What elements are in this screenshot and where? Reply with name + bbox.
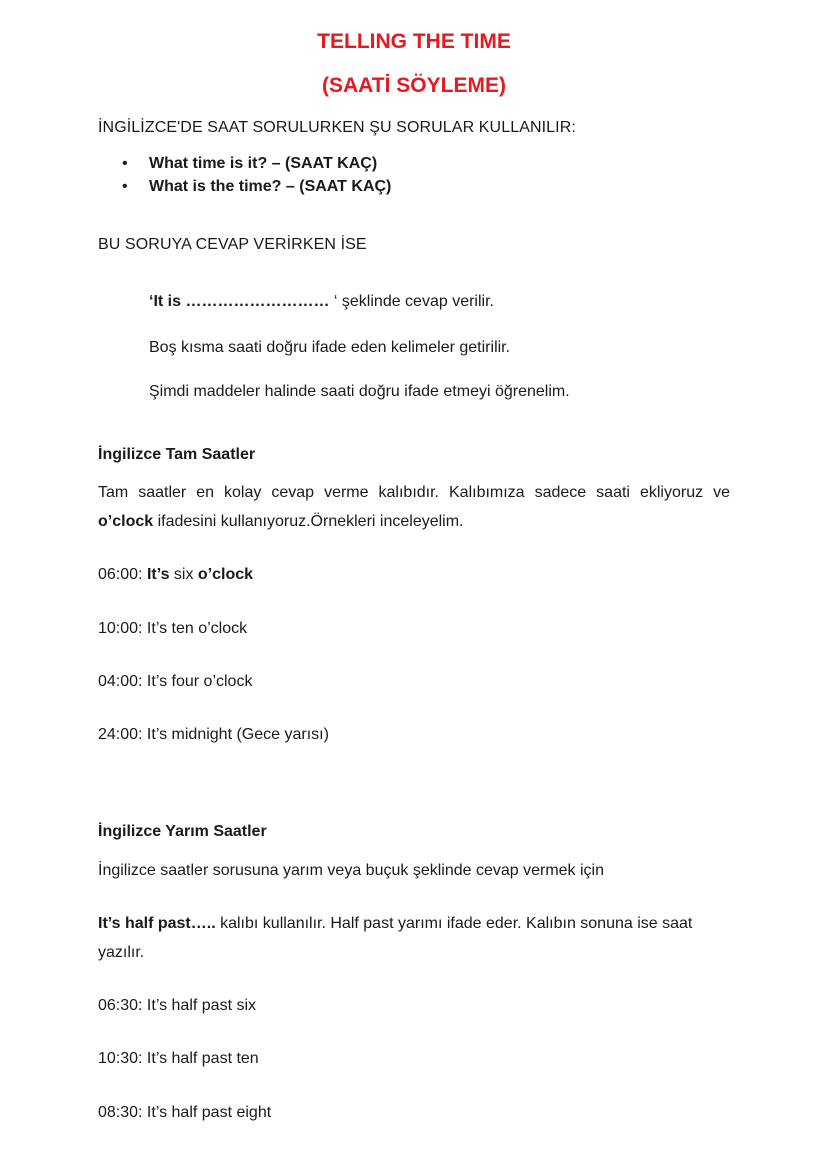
page-subtitle: (SAATİ SÖYLEME) [322, 74, 506, 97]
pattern-rest: kalıbı kullanılır. Half past yarımı ifade eder. Kalıbın sonuna ise saat [215, 915, 693, 932]
question-text: What is the time? – (SAAT KAÇ) [149, 178, 392, 195]
bullet-icon: • [122, 155, 128, 172]
question-text: What time is it? – (SAAT KAÇ) [149, 155, 378, 172]
pattern-bold: It’s half past….. [98, 915, 216, 932]
example-bold: It’s [146, 566, 170, 583]
oclock-bold: o’clock [98, 513, 154, 530]
example-line: 08:30: It’s half past eight [98, 1104, 272, 1121]
example-line: 24:00: It’s midnight (Gece yarısı) [98, 726, 329, 743]
section-heading: İngilizce Yarım Saatler [98, 823, 267, 840]
bullet-item [122, 155, 377, 173]
paragraph-rest: ifadesini kullanıyoruz.Örnekleri inceleyelim. [153, 513, 464, 530]
example-line: 10:30: It’s half past ten [98, 1050, 259, 1067]
example-line [98, 566, 253, 584]
paragraph-line: İngilizce saatler sorusuna yarım veya buçuk şeklinde cevap vermek için [98, 862, 605, 879]
intro-text: İNGİLİZCE'DE SAAT SORULURKEN ŞU SORULAR KULLANILIR: [98, 119, 576, 136]
bullet-item [122, 178, 391, 196]
pattern-bold: ‘It is ……………………… [149, 293, 334, 310]
pattern-line [149, 293, 494, 311]
example-mid: six [169, 566, 198, 583]
pattern-rest: ‘ şeklinde cevap verilir. [333, 293, 494, 310]
answer-intro: BU SORUYA CEVAP VERİRKEN İSE [98, 236, 367, 253]
example-time: 06:00: [98, 566, 147, 583]
bullet-icon: • [122, 178, 128, 195]
lets-learn-text: Şimdi maddeler halinde saati doğru ifade etmeyi öğrenelim. [149, 383, 570, 400]
paragraph-line [98, 513, 464, 531]
example-line: 04:00: It’s four o’clock [98, 673, 253, 690]
paragraph-line: Tam saatler en kolay cevap verme kalıbıdır. Kalıbımıza sadece saati ekliyoruz ve [98, 484, 730, 501]
example-line: 06:30: It’s half past six [98, 997, 257, 1014]
blank-note: Boş kısma saati doğru ifade eden kelimeler getirilir. [149, 339, 511, 356]
section-heading: İngilizce Tam Saatler [98, 446, 256, 463]
example-line: 10:00: It’s ten o’clock [98, 620, 248, 637]
example-bold: o’clock [197, 566, 254, 583]
page-title: TELLING THE TIME [317, 30, 511, 53]
paragraph-line: yazılır. [98, 944, 145, 961]
paragraph-line [98, 915, 692, 933]
